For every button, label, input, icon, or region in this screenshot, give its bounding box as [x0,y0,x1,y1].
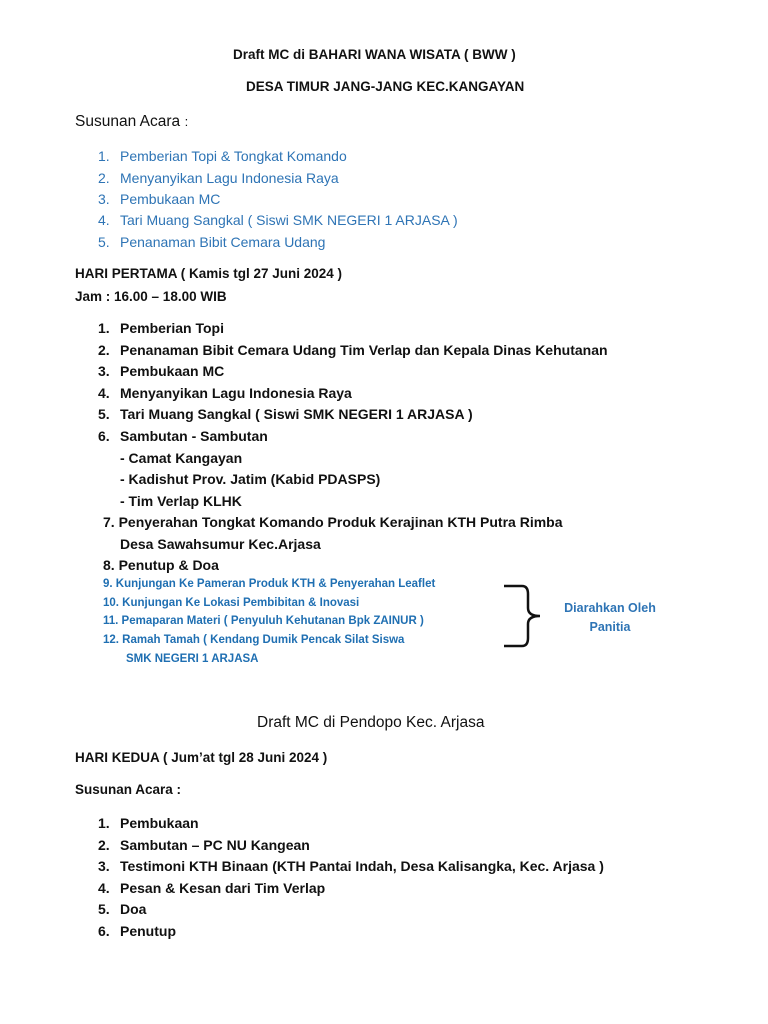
document-subtitle: DESA TIMUR JANG-JANG KEC.KANGAYAN [246,79,525,94]
panitia-item: 11. Pemaparan Materi ( Penyuluh Kehutanan Bpk ZAINUR ) [103,615,424,627]
agenda-item [98,406,473,422]
sambutan-subitem: - Kadishut Prov. Jatim (Kabid PDASPS) [120,471,381,487]
hari-kedua-heading: HARI KEDUA ( Jum’at tgl 28 Juni 2024 ) [75,750,328,765]
day2-item [98,880,325,896]
list-number: 3. [98,191,110,207]
list-number: 5. [98,234,110,250]
list-text: Pemberian Topi [120,320,224,336]
list-text: Tari Muang Sangkal ( Siswi SMK NEGERI 1 ARJASA ) [120,406,473,422]
list-text: Sambutan - Sambutan [120,428,268,444]
susunan-acara-heading [75,113,188,131]
agenda-item-8: 8. Penutup & Doa [103,557,219,573]
list-number: 4. [98,880,110,896]
document-title: Draft MC di BAHARI WANA WISATA ( BWW ) [233,47,516,62]
list-number: 4. [98,385,110,401]
sambutan-subitem: - Camat Kangayan [120,450,243,466]
susunan-acara-heading-2: Susunan Acara : [75,782,182,797]
agenda-item [98,363,224,379]
day2-item [98,901,146,917]
susunan-acara-colon: : [184,114,189,129]
list-text: Pemberian Topi & Tongkat Komando [120,148,347,164]
list-number: 2. [98,170,110,186]
panitia-item: 12. Ramah Tamah ( Kendang Dumik Pencak Silat Siswa [103,634,405,646]
list-item [98,148,347,164]
list-item [98,170,339,186]
list-number: 1. [98,148,110,164]
day2-item [98,858,604,874]
brace-note-line1: Diarahkan Oleh [564,601,656,615]
list-number: 4. [98,212,110,228]
list-text: Doa [120,901,147,917]
list-text: Menyanyikan Lagu Indonesia Raya [120,385,352,401]
agenda-item [98,385,352,401]
list-text: Pembukaan MC [120,363,225,379]
susunan-acara-label: Susunan Acara [75,113,181,130]
list-number: 3. [98,363,110,379]
list-text: Menyanyikan Lagu Indonesia Raya [120,170,339,186]
day2-item [98,815,199,831]
list-number: 2. [98,342,110,358]
panitia-item: 10. Kunjungan Ke Lokasi Pembibitan & Inovasi [103,597,360,609]
curly-brace-icon [500,580,560,652]
hari-pertama-heading: HARI PERTAMA ( Kamis tgl 27 Juni 2024 ) [75,266,343,281]
list-text: Penutup [120,923,176,939]
day2-item [98,923,176,939]
agenda-item [98,428,268,444]
agenda-item [98,342,608,358]
day2-item [98,837,310,853]
list-number: 5. [98,406,110,422]
list-number: 3. [98,858,110,874]
list-item [98,234,325,250]
list-item [98,212,458,228]
list-number: 5. [98,901,110,917]
second-draft-title: Draft MC di Pendopo Kec. Arjasa [257,714,485,731]
list-text: Penanaman Bibit Cemara Udang Tim Verlap dan Kepala Dinas Kehutanan [120,342,608,358]
list-text: Testimoni KTH Binaan (KTH Pantai Indah, Desa Kalisangka, Kec. Arjasa ) [120,858,604,874]
agenda-item-7-line1: 7. Penyerahan Tongkat Komando Produk Kerajinan KTH Putra Rimba [103,514,563,530]
list-item [98,191,220,207]
list-text: Pembukaan MC [120,191,221,207]
list-number: 1. [98,815,110,831]
list-text: Penanaman Bibit Cemara Udang [120,234,326,250]
list-number: 6. [98,428,110,444]
list-number: 1. [98,320,110,336]
list-number: 2. [98,837,110,853]
list-number: 6. [98,923,110,939]
jam-text: Jam : 16.00 – 18.00 WIB [75,289,227,304]
sambutan-subitem: - Tim Verlap KLHK [120,493,242,509]
list-text: Pesan & Kesan dari Tim Verlap [120,880,326,896]
panitia-item: 9. Kunjungan Ke Pameran Produk KTH & Penyerahan Leaflet [103,578,436,590]
list-text: Pembukaan [120,815,199,831]
panitia-item-12-line2: SMK NEGERI 1 ARJASA [126,653,259,665]
list-text: Sambutan – PC NU Kangean [120,837,310,853]
agenda-item [98,320,224,336]
list-text: Tari Muang Sangkal ( Siswi SMK NEGERI 1 ARJASA ) [120,212,458,228]
brace-note-line2: Panitia [589,620,631,634]
agenda-item-7-line2: Desa Sawahsumur Kec.Arjasa [120,536,321,552]
